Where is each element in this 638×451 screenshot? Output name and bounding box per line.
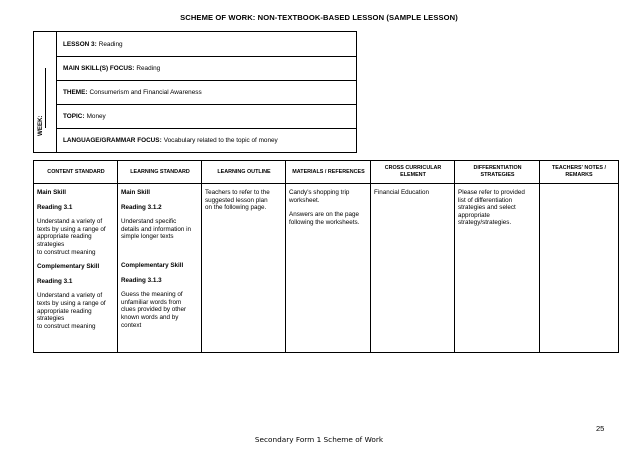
text-line: Financial Education <box>374 189 429 196</box>
header-row-theme <box>56 81 357 105</box>
theme-value: Consumerism and Financial Awareness <box>89 89 202 96</box>
page-title: SCHEME OF WORK: NON-TEXTBOOK-BASED LESSON (SAMPLE LESSON) <box>180 13 458 22</box>
week-divider <box>45 68 46 128</box>
header-row-lesson <box>56 32 357 57</box>
complementary-skill-heading: Complementary Skill <box>37 263 100 271</box>
text-line: Understand a variety of <box>37 218 103 226</box>
complementary-skill-code: Reading 3.1.3 <box>121 276 162 284</box>
text-line: clues provided by other <box>121 306 187 314</box>
text-line: appropriate <box>458 211 490 219</box>
text-line: list of differentiation <box>458 196 513 204</box>
text-line: unfamiliar words from <box>121 298 182 306</box>
text-line: appropriate reading <box>37 307 92 315</box>
week-column <box>34 32 57 152</box>
header-learning-standard: LEARNING STANDARD <box>130 168 190 175</box>
cell-differentiation <box>455 189 540 227</box>
table-header-row <box>34 161 618 184</box>
theme-label: THEME: <box>63 89 88 96</box>
main-skill-heading: Main Skill <box>121 189 151 196</box>
text-line: on the following page. <box>205 204 267 212</box>
complementary-skill-heading: Complementary Skill <box>121 261 184 269</box>
text-line: following the worksheets. <box>289 218 360 226</box>
text-line: strategies <box>37 315 65 323</box>
cell-materials <box>286 189 371 226</box>
text-line: Understand specific <box>121 218 177 226</box>
header-teachers-notes: TEACHERS' NOTES / REMARKS <box>552 165 606 178</box>
complementary-skill-code: Reading 3.1 <box>37 277 73 285</box>
lesson-label: LESSON 3: <box>63 40 97 48</box>
text-line: Candy's shopping trip <box>289 189 350 196</box>
header-learning-outline: LEARNING OUTLINE <box>217 168 271 175</box>
column-teachers-notes <box>540 161 618 352</box>
language-focus-value: Vocabulary related to the topic of money <box>163 137 278 144</box>
text-line: Please refer to provided <box>458 189 525 196</box>
language-focus-label: LANGUAGE/GRAMMAR FOCUS: <box>63 137 162 144</box>
text-line: worksheet. <box>289 196 320 204</box>
page-footer: Secondary Form 1 Scheme of Work <box>254 435 384 444</box>
text-line: simple longer texts <box>121 233 174 241</box>
text-line: texts by using a range of <box>37 299 106 307</box>
lesson-value: Reading <box>98 40 123 48</box>
header-row-topic <box>56 105 357 129</box>
topic-label: TOPIC: <box>63 113 85 120</box>
text-line: suggested lesson plan <box>205 196 268 204</box>
text-line: Teachers to refer to the <box>205 189 270 196</box>
text-line: strategies <box>37 240 65 248</box>
text-line: Guess the meaning of <box>121 291 183 299</box>
text-line: texts by using a range of <box>37 225 106 233</box>
text-line: appropriate reading <box>37 233 92 241</box>
header-row-main-skill <box>56 57 357 81</box>
text-line: strategy/strategies. <box>458 219 512 227</box>
text-line: Answers are on the page <box>289 211 360 219</box>
scheme-table <box>33 160 619 353</box>
text-line: to construct meaning <box>37 248 96 256</box>
header-differentiation: DIFFERENTIATION STRATEGIES <box>473 165 522 178</box>
main-skill-code: Reading 3.1.2 <box>121 203 162 211</box>
header-materials: MATERIALS / REFERENCES <box>292 168 365 175</box>
cell-learning-standard <box>118 189 202 329</box>
cell-content-standard <box>34 189 118 330</box>
text-line: known words and by <box>121 313 179 321</box>
topic-value: Money <box>86 113 106 120</box>
text-line: Understand a variety of <box>37 292 103 300</box>
main-skill-label: MAIN SKILL(S) FOCUS: <box>63 65 135 72</box>
text-line: strategies and select <box>458 204 516 212</box>
header-content-standard: CONTENT STANDARD <box>47 168 105 175</box>
text-line: context <box>121 321 142 329</box>
page-number: 25 <box>596 424 605 433</box>
text-line: details and information in <box>121 225 192 233</box>
header-row-language-focus <box>56 129 357 152</box>
cell-cross-curricular <box>371 189 455 197</box>
cell-learning-outline <box>202 189 286 212</box>
week-label: WEEK: <box>37 115 44 136</box>
main-skill-code: Reading 3.1 <box>37 203 73 211</box>
lesson-header-box <box>33 31 357 153</box>
main-skill-heading: Main Skill <box>37 189 67 196</box>
main-skill-value: Reading <box>136 65 161 72</box>
header-cross-curricular: CROSS CURRICULAR ELEMENT <box>384 165 442 178</box>
text-line: to construct meaning <box>37 322 96 330</box>
